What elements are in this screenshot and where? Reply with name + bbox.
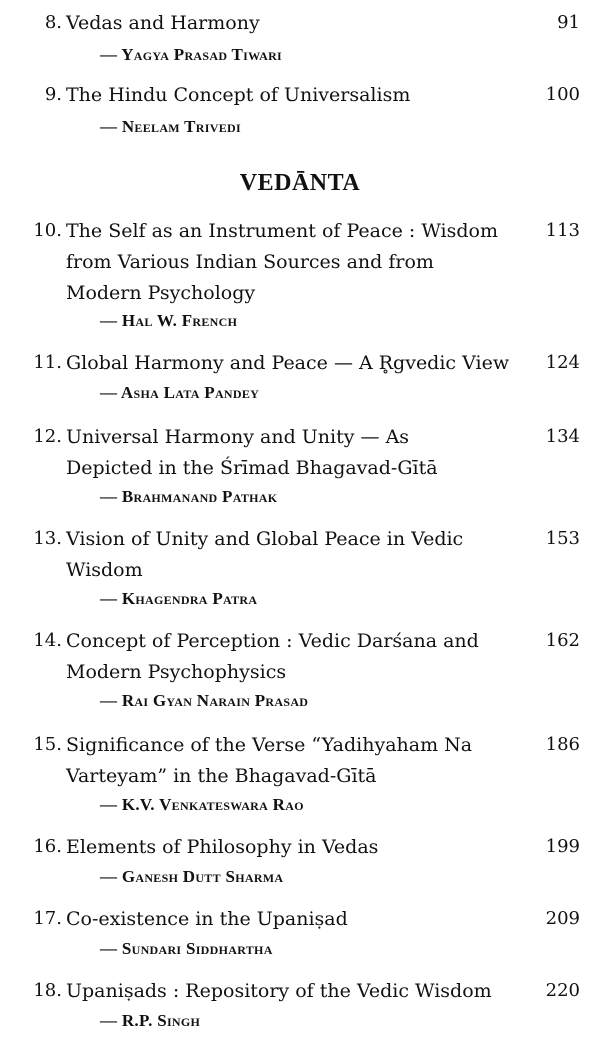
entry-author: — K.V. Venkateswara Rao [100,795,304,814]
entry-page-number: 134 [545,426,580,447]
entry-number: 8. [44,12,62,33]
entry-number: 15. [33,734,62,755]
entry-title: Elements of Philosophy in Vedas [66,836,379,858]
entry-page-number: 209 [545,908,580,929]
entry-title: Vision of Unity and Global Peace in Vedic Wisdom [66,528,464,581]
entry-title: The Hindu Concept of Universalism [66,84,411,106]
entry-page-number: 100 [545,84,580,105]
entry-author: — Rai Gyan Narain Prasad [100,691,309,710]
entry-number: 10. [33,220,62,241]
entry-number: 16. [33,836,62,857]
entry-title: Global Harmony and Peace — A R̥gvedic View [66,352,510,374]
entry-title: Concept of Perception : Vedic Darśana and Modern Psychophysics [66,630,479,683]
entry-author: — Brahmanand Pathak [100,487,278,506]
entry-title: Upaniṣads : Repository of the Vedic Wisdom [66,980,492,1002]
entry-number: 18. [33,980,62,1001]
entry-number: 9. [44,84,62,105]
entry-author: — Asha Lata Pandey [100,383,260,402]
entry-page-number: 153 [545,528,580,549]
entry-author: — Yagya Prasad Tiwari [100,45,283,64]
entry-title: Significance of the Verse “Yadihyaham Na Varteyam” in the Bhagavad-Gītā [66,734,473,787]
entry-page-number: 124 [545,352,580,373]
entry-page-number: 91 [557,12,580,33]
entry-number: 14. [33,630,62,651]
entry-page-number: 199 [545,836,580,857]
entry-number: 11. [33,352,62,373]
entry-page-number: 162 [545,630,580,651]
entry-title: Universal Harmony and Unity — As Depicted in the Śrīmad Bhagavad-Gītā [66,426,438,479]
entry-author: — Khagendra Patra [100,589,258,608]
section-heading: VEDĀNTA [239,170,361,196]
entry-author: — Neelam Trivedi [100,117,241,136]
entry-title: The Self as an Instrument of Peace : Wisdom from Various Indian Sources and from Modern Psychology [66,220,498,304]
entry-number: 13. [33,528,62,549]
entry-title: Vedas and Harmony [66,12,260,34]
entry-number: 12. [33,426,62,447]
entry-author: — R.P. Singh [100,1011,201,1030]
entry-author: — Ganesh Dutt Sharma [100,867,284,886]
entry-title: Co-existence in the Upaniṣad [66,908,348,930]
entry-page-number: 220 [545,980,580,1001]
entry-author: — Sundari Siddhartha [100,939,273,958]
entry-number: 17. [33,908,62,929]
entry-page-number: 113 [545,220,580,241]
entry-page-number: 186 [545,734,580,755]
entry-author: — Hal W. French [100,311,238,330]
